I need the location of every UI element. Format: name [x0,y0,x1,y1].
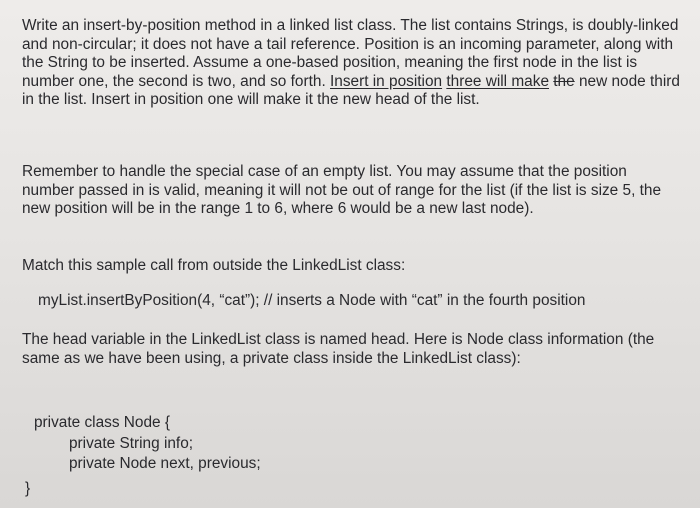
struck-word: the [553,72,575,90]
sample-call-intro: Match this sample call from outside the LinkedList class: [22,257,406,274]
code-line-info-field: private String info; [69,435,194,452]
assignment-paragraph [22,17,682,110]
head-variable-paragraph: The head variable in the LinkedList class is named head. Here is Node class information (the same as we have been using, a private class inside the LinkedList class): [22,331,655,367]
underlined-phrase: three will make [446,72,549,90]
underlined-phrase: Insert in position [330,72,443,90]
empty-list-paragraph: Remember to handle the special case of an empty list. You may assume that the position number passed in is valid, meaning it will not be out of range for the list (if the list is size 5, the new position will be in the range 1 to 6, where 6 would be a new last node). [22,163,662,217]
paragraph-text: Write an insert-by-position method in a linked list class. The list contains Strings, is doubly-linked and non-circular; it does not have a tail reference. Position is an incoming parameter, along with the String to be inserted. Assume a one-based position, meaning the first node in the list is number one, the second is two, and so forth. [22,17,679,90]
code-line-class-decl: private class Node { [34,414,171,431]
sample-call-line: myList.insertByPosition(4, “cat”); // inserts a Node with “cat” in the fourth position [38,292,586,309]
code-line-next-previous-field: private Node next, previous; [69,455,261,472]
code-line-closing-brace: } [25,480,31,497]
paragraph-text: new node third in the list. Insert in position one will make it the new head of the list. [22,72,680,108]
